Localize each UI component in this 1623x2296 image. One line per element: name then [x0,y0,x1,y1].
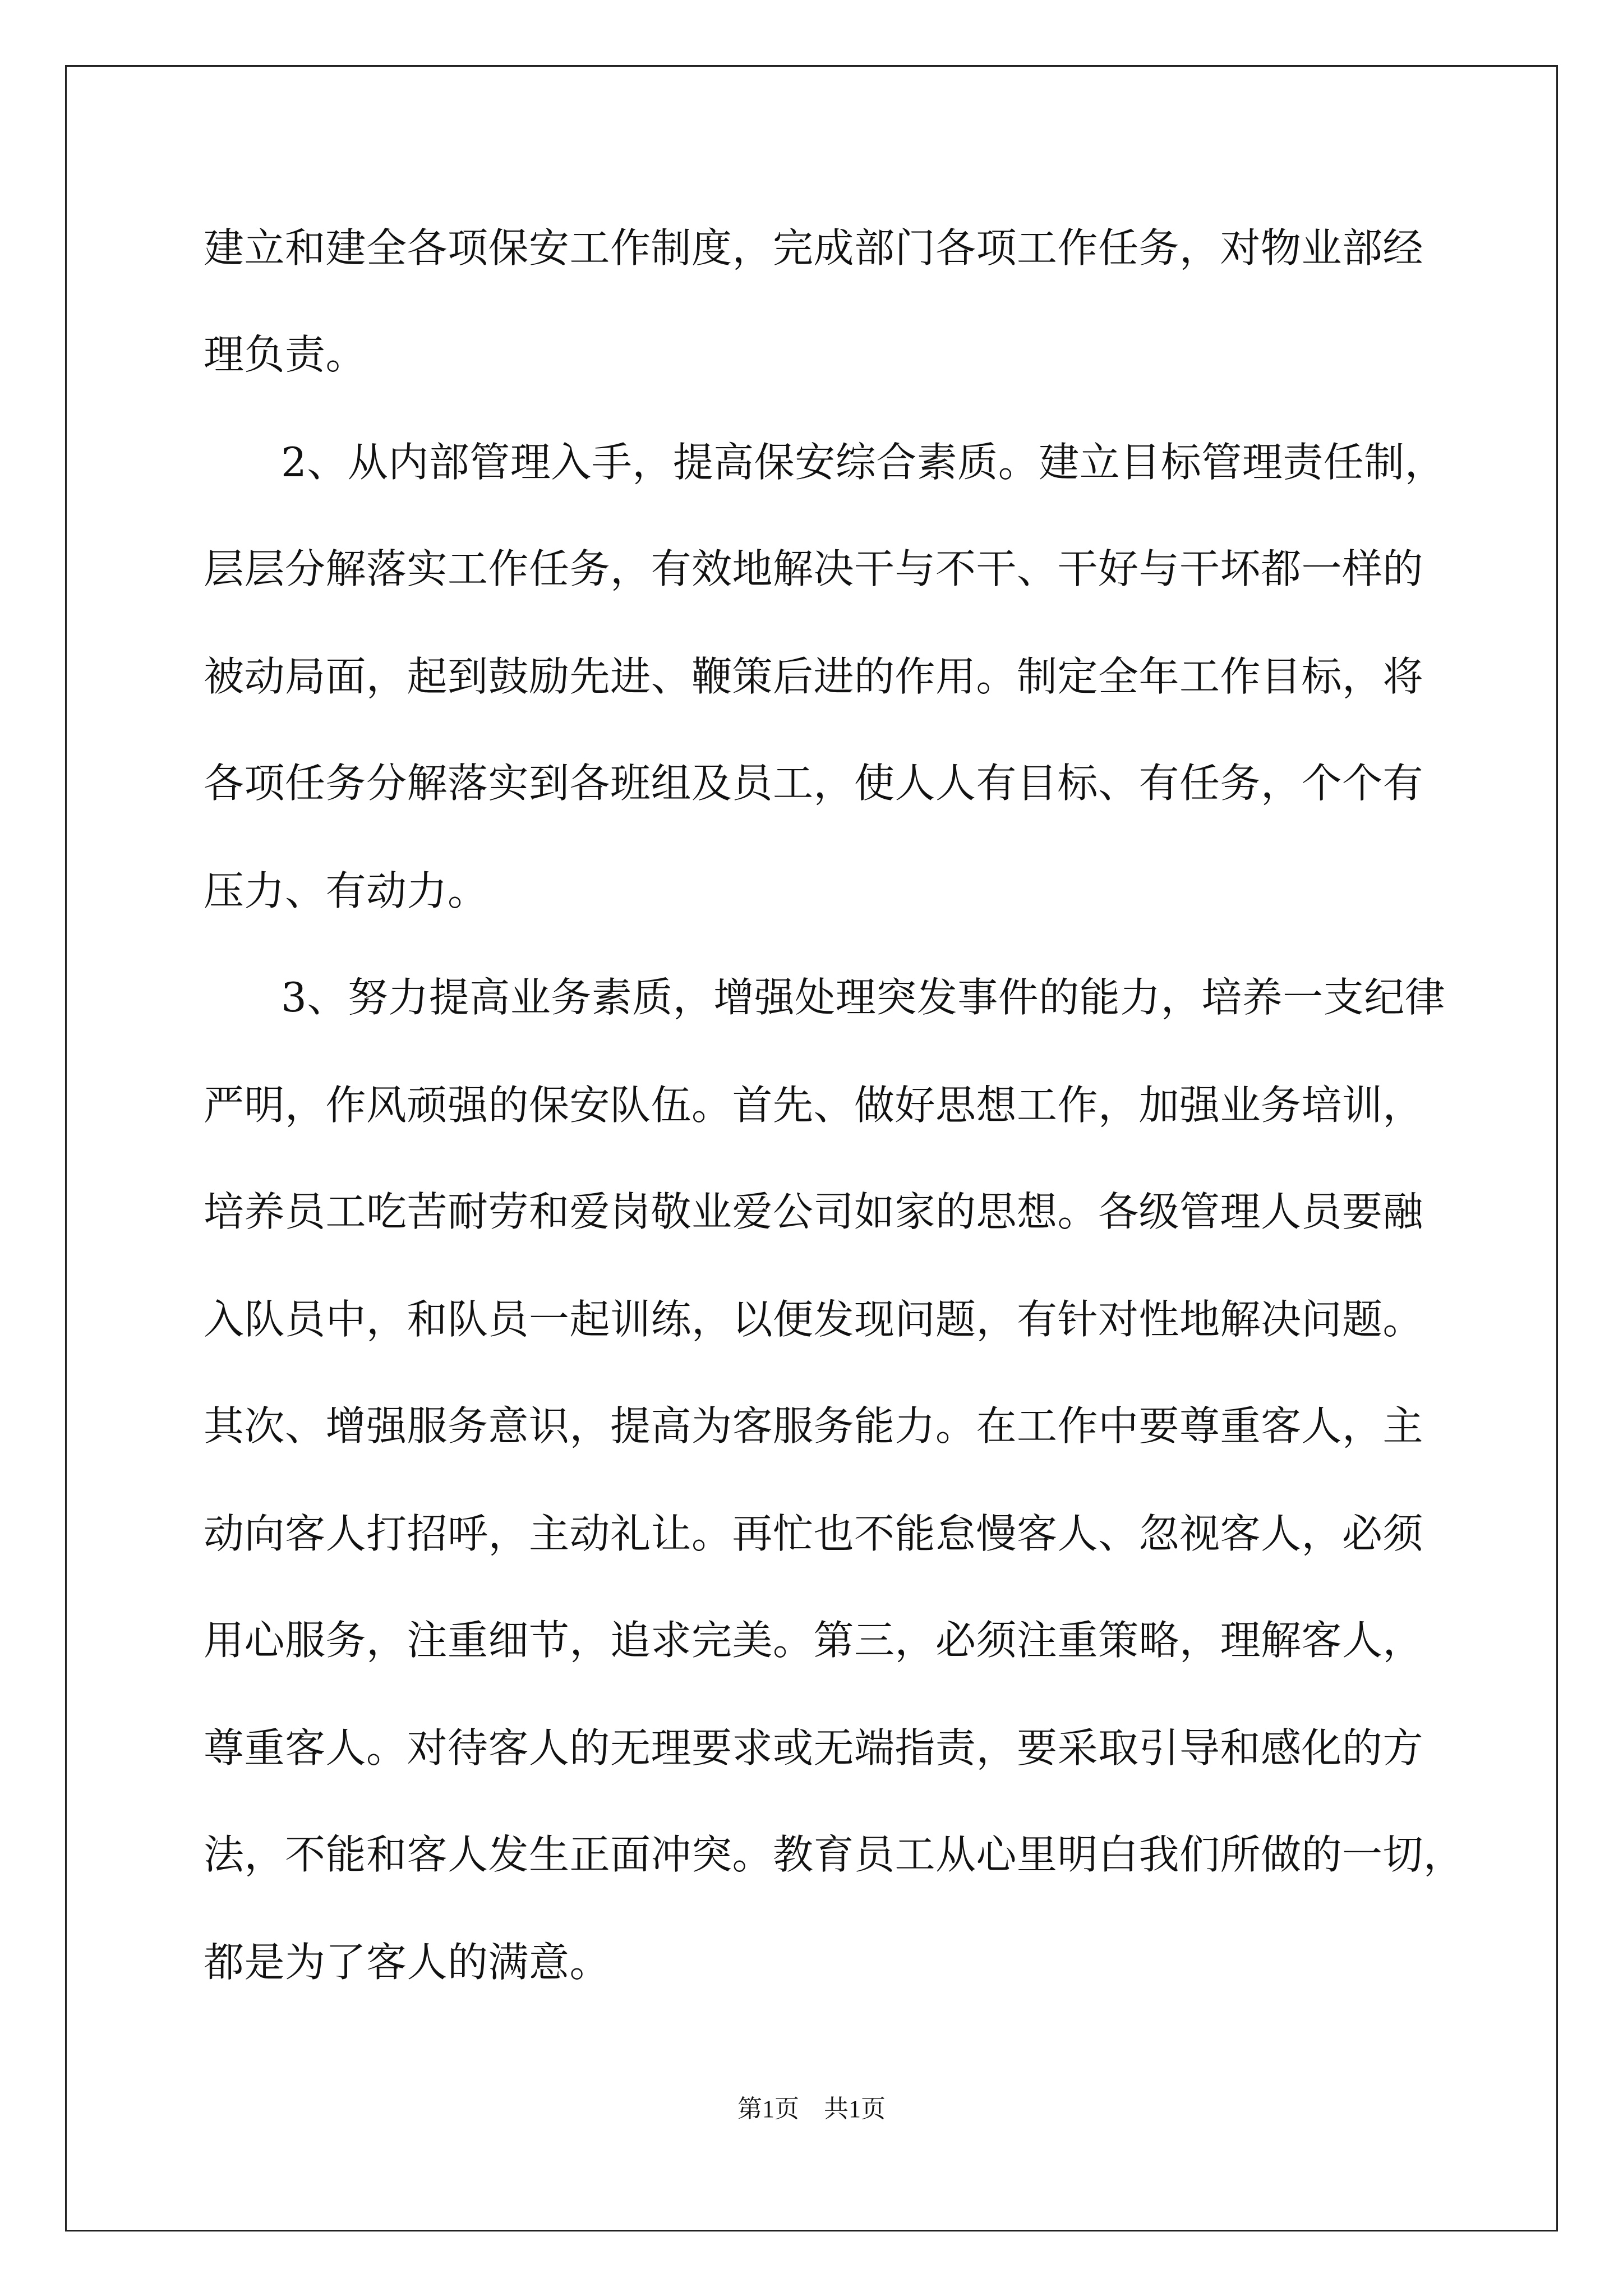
text-line: 层层分解落实工作任务，有效地解决干与不干、干好与干坏都一样的 [204,545,1424,592]
text-line: 培养员工吃苦耐劳和爱岗敬业爱公司如家的思想。各级管理人员要融 [204,1188,1424,1235]
text-line: 法，不能和客人发生正面冲突。教育员工从心里明白我们所做的一切， [204,1831,1464,1878]
text-line: 被动局面，起到鼓励先进、鞭策后进的作用。制定全年工作目标，将 [204,653,1424,700]
text-line: 用心服务，注重细节，追求完美。第三，必须注重策略，理解客人， [204,1617,1424,1664]
text-line: 严明，作风顽强的保安队伍。首先、做好思想工作，加强业务培训， [204,1082,1424,1129]
text-line: 动向客人打招呼，主动礼让。再忙也不能怠慢客人、忽视客人，必须 [204,1510,1424,1557]
page-border [65,65,1558,2231]
page-number-footer: 第1页 共1页 [737,2095,886,2123]
text-line: 建立和建全各项保安工作制度，完成部门各项工作任务，对物业部经 [204,224,1424,272]
text-line: 压力、有动力。 [204,867,488,914]
text-line: 理负责。 [204,331,367,378]
paragraph-3-first-line: 3、努力提高业务素质，增强处理突发事件的能力，培养一支纪律 [281,974,1446,1021]
text-line: 各项任务分解落实到各班组及员工，使人人有目标、有任务，个个有 [204,760,1424,807]
text-line: 入队员中，和队员一起训练，以便发现问题，有针对性地解决问题。 [204,1296,1424,1343]
paragraph-2-first-line: 2、从内部管理入手，提高保安综合素质。建立目标管理责任制， [281,439,1446,486]
text-line: 尊重客人。对待客人的无理要求或无端指责，要采取引导和感化的方 [204,1724,1424,1772]
text-line: 都是为了客人的满意。 [204,1939,611,1986]
text-line: 其次、增强服务意识，提高为客服务能力。在工作中要尊重客人，主 [204,1402,1424,1450]
